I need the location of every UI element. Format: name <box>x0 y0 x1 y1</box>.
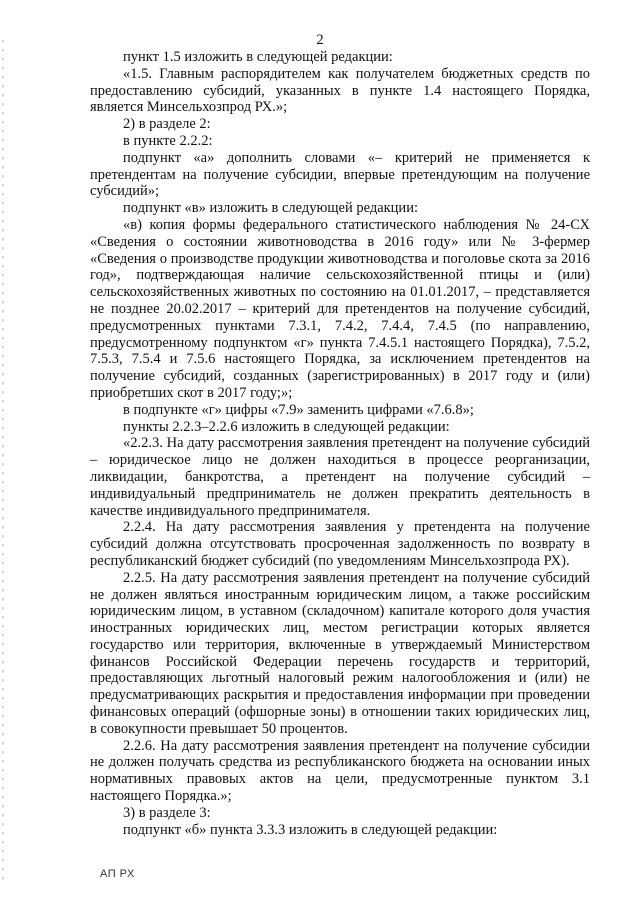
paragraph: «1.5. Главным распорядителем как получателем бюджетных средств по предоставлению субсидий, указанных в пункте 1.4 настоящего Порядка, является Минсельхозпрод РХ.»; <box>90 65 590 116</box>
paragraph: пункты 2.2.3–2.2.6 изложить в следующей редакции: <box>123 418 450 435</box>
document-body <box>90 49 590 838</box>
paragraph: 3) в разделе 3: <box>123 804 211 821</box>
paragraph: 2) в разделе 2: <box>123 116 211 133</box>
scan-edge-artifact <box>2 40 4 880</box>
paragraph: 2.2.5. На дату рассмотрения заявления претендент на получение субсидий не должен являться иностранным юридическим лицом, а также российским юридическим лицом, в уставном (складочном) капитале которого доля участия иностранных юридических лиц, местом регистрации которых является государство или территория, включенные в утверждаемый Министерством финансов Российской Федерации перечень государств и территорий, предоставляющих льготный налоговый режим налогообложения и (или) не предусматривающих раскрытия и предоставления информации при проведении финансовых операций (офшорные зоны) в отношении таких юридических лиц, в совокупности превышает 50 процентов. <box>90 569 590 737</box>
paragraph: пункт 1.5 изложить в следующей редакции: <box>123 49 393 65</box>
footer-mark: АП РХ <box>100 868 135 880</box>
paragraph: подпункт «а» дополнить словами «– критерий не применяется к претендентам на получение субсидии, впервые претендующим на получение субсидий»; <box>90 149 590 200</box>
paragraph: «2.2.3. На дату рассмотрения заявления претендент на получение субсидий – юридическое лицо не должен находиться в процессе реорганизации, ликвидации, банкротства, а претендент на получение субсидий – индивидуальный предприниматель не должен прекратить деятельность в качестве индивидуального предпринимателя. <box>90 435 590 519</box>
paragraph: в пункте 2.2.2: <box>123 132 213 149</box>
paragraph: 2.2.6. На дату рассмотрения заявления претендент на получение субсидии не должен получать средства из республиканского бюджета на основании иных нормативных правовых актов на цели, предусмотренные пунктом 3.1 настоящего Порядка.»; <box>90 737 590 805</box>
paragraph: подпункт «б» пункта 3.3.3 изложить в следующей редакции: <box>123 821 498 838</box>
paragraph: в подпункте «г» цифры «7.9» заменить цифрами «7.6.8»; <box>123 401 474 418</box>
paragraph: 2.2.4. На дату рассмотрения заявления у претендента на получение субсидий должна отсутствовать просроченная задолженность по возврату в республиканский бюджет субсидий (по уведомлениям Минсельхозпрода РХ). <box>90 519 590 569</box>
paragraph: подпункт «в» изложить в следующей редакции: <box>123 200 418 217</box>
page-number: 2 <box>316 32 324 48</box>
paragraph: «в) копия формы федерального статистического наблюдения № 24-СХ «Сведения о состоянии животноводства в 2016 году» или № 3-фермер «Сведения о производстве продукции животноводства и поголовье скота за 2016 год», подтверждающая наличие сельскохозяйственной птицы и (или) сельскохозяйственных животных по состоянию на 01.01.2017, – представляется не позднее 20.02.2017 – критерий для претендентов на получение субсидий, предусмотренных пунктами 7.3.1, 7.4.2, 7.4.4, 7.4.5 (по направлению, предусмотренному подпунктом «г» пункта 7.4.5.1 настоящего Порядка), 7.5.2, 7.5.3, 7.5.4 и 7.5.6 настоящего Порядка, за исключением претендентов на получение субсидий, созданных (зарегистрированных) в 2017 году и (или) приобретших скот в 2017 году;»; <box>90 216 590 401</box>
